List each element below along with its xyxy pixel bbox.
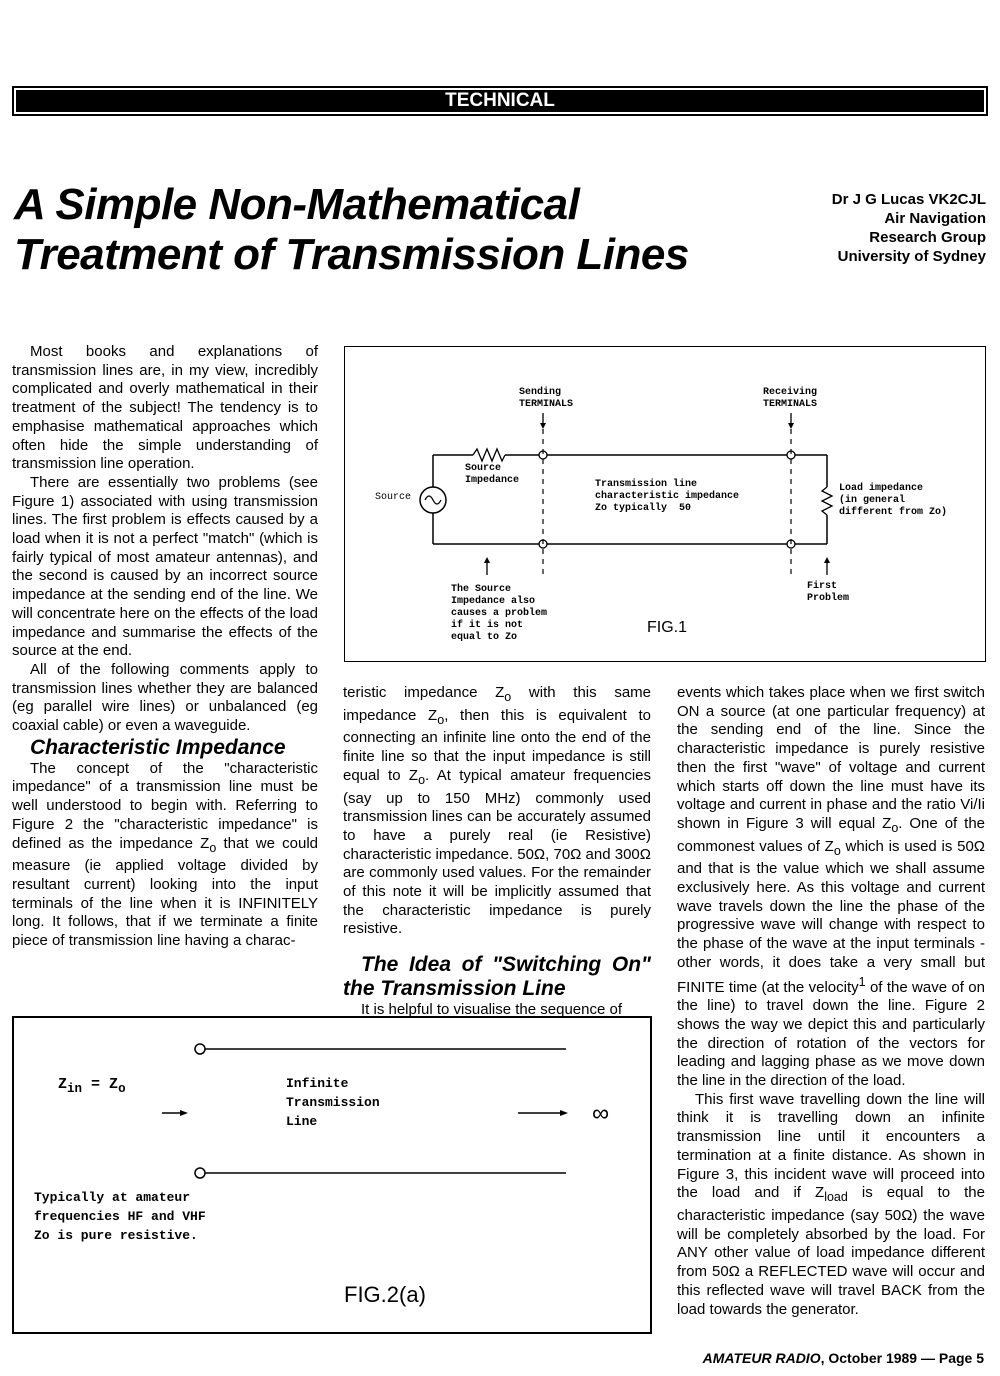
infinity-symbol: ∞	[592, 1100, 610, 1127]
author-affiliation-3: University of Sydney	[837, 248, 986, 265]
author-affiliation-1: Air Navigation	[884, 210, 986, 227]
input-terminal-top	[195, 1044, 205, 1054]
figure-1-caption: FIG.1	[647, 619, 688, 636]
byline	[770, 190, 986, 266]
author-affiliation-2: Research Group	[869, 229, 986, 246]
section-banner	[12, 86, 988, 116]
source-resistor-icon	[473, 449, 505, 461]
label-source: Source	[375, 492, 412, 503]
column-3	[677, 684, 985, 1319]
label-typical-note: Typically at amateur frequencies HF and VHF Zo is pure resistive.	[34, 1190, 206, 1243]
paragraph: teristic impedance $Z_o$ with this same impedance $Z_o$, then this is equivalent to connecting an infinite line onto the end of the finite line so that the input impedance is still equal to $Z_o$. At typical amateur frequencies (say up to 150 MHz) commonly used transmission lines can be accurately assumed to have a purely real (ie Resistive) characteristic impedance. 50Ω, 70Ω and 300Ω are commonly used values. For the remainder of this note it will be implicitly assumed that the characteristic impedance is purely resistive.	[343, 684, 652, 938]
paragraph: events which takes place when we first switch ON a source (at one particular frequency) at the sending end of the line. Since the characteristic impedance is purely resistive then the first "wave" of voltage and current which starts off down the line must have its voltage and current in phase and the ratio Vi/Ii shown in Figure 3 will equal $Z_o$. One of the commonest values of $Z_o$ which is used is 50Ω and that is the value which we shall assume exclusively here. As this voltage and current wave travels down the line the phase of the progressive wave will change with respect to the phase of the wave at the input terminals - other words, it does take a very small but FINITE time (at the velocity$^1$ of the wave of on the line) to travel down the line. Figure 2 shows the way we depict this and particularly the direction of rotation of the vectors for leading and lagging phase as we move down the line in the direction of the load.	[677, 684, 986, 1090]
column-1	[12, 343, 318, 951]
section-label: TECHNICAL	[16, 90, 984, 112]
paragraph: All of the following comments apply to transmission lines whether they are balanced (eg parallel wire lines) or unbalanced (eg coaxial cable) or even a waveguide.	[12, 660, 318, 735]
author-name: Dr J G Lucas VK2CJL	[831, 191, 986, 208]
subheading-characteristic-impedance: Characteristic Impedance	[30, 735, 286, 759]
column-2	[343, 684, 651, 1020]
paragraph: It is helpful to visualise the sequence of	[361, 1001, 622, 1019]
label-receiving-terminals: Receiving TERMINALS	[763, 387, 818, 410]
figure-2a-diagram	[14, 1018, 650, 1332]
paragraph: Most books and explanations of transmission lines are, in my view, incredibly complicated and overly mathematical in their treatment of the subject! The tendency is to emphasise mathematical approaches which often hide the simple understanding of transmission line operation.	[12, 343, 318, 473]
load-resistor-icon	[822, 487, 832, 515]
figure-2a	[12, 1016, 652, 1334]
right-arrow-icon	[560, 1110, 568, 1116]
label-source-note: The Source Impedance also causes a problem if it is not equal to Zo	[451, 584, 548, 643]
article-title: A Simple Non-Mathematical Treatment of Transmission Lines	[14, 180, 689, 279]
label-sending-terminals: Sending TERMINALS	[519, 387, 574, 410]
paragraph: The concept of the "characteristic impedance" of a transmission line must be well understood to begin with. Referring to Figure 2 the "characteristic impedance" is defined as the impedance $Z_o$ that we could measure (ie applied voltage divided by resultant current) looking into the input terminals of the line when it is INFINITELY long. It follows, that if we terminate a finite piece of transmission line having a charac-	[12, 759, 318, 950]
paragraph: This first wave travelling down the line will think it is travelling down an infinite transmission line until it encounters a termination at a finite distance. As shown in Figure 3, this incident wave will proceed into the load and if $Z_{load}$ is equal to the characteristic impedance (say 50Ω) the wave will be completely absorbed by the load. For ANY other value of load impedance different from 50Ω a REFLECTED wave will occur and this reflected wave will travel BACK from the load towards the generator.	[677, 1090, 985, 1318]
label-source-impedance: Source Impedance	[465, 463, 520, 486]
page-footer: AMATEUR RADIO, October 1989 — Page 5	[702, 1350, 984, 1366]
label-transmission-line: Transmission line characteristic impedance Zo typically 50	[595, 479, 740, 514]
input-terminal-bottom	[195, 1168, 205, 1178]
subheading-switching-on: The Idea of "Switching On" the Transmission Line	[343, 953, 651, 1001]
figure-2a-caption: FIG.2(a)	[344, 1282, 426, 1307]
paragraph: There are essentially two problems (see Figure 1) associated with using transmission lines. The first problem is effects caused by a load when it is not a perfect "match" (which is fairly typical of most amateur antennas), and the second is caused by an incorrect source impedance at the sending end of the line. We will concentrate here on the effects of the load impedance and summarise the effects of the source at the end.	[12, 473, 318, 660]
figure-1	[344, 346, 986, 662]
label-first-problem: First Problem	[807, 581, 850, 604]
zin-equation: $Z_{in} = Z_o$	[58, 1076, 126, 1096]
label-load-impedance: Load impedance (in general different from Zo)	[839, 483, 948, 518]
label-infinite-line: Infinite Transmission Line	[286, 1076, 380, 1129]
